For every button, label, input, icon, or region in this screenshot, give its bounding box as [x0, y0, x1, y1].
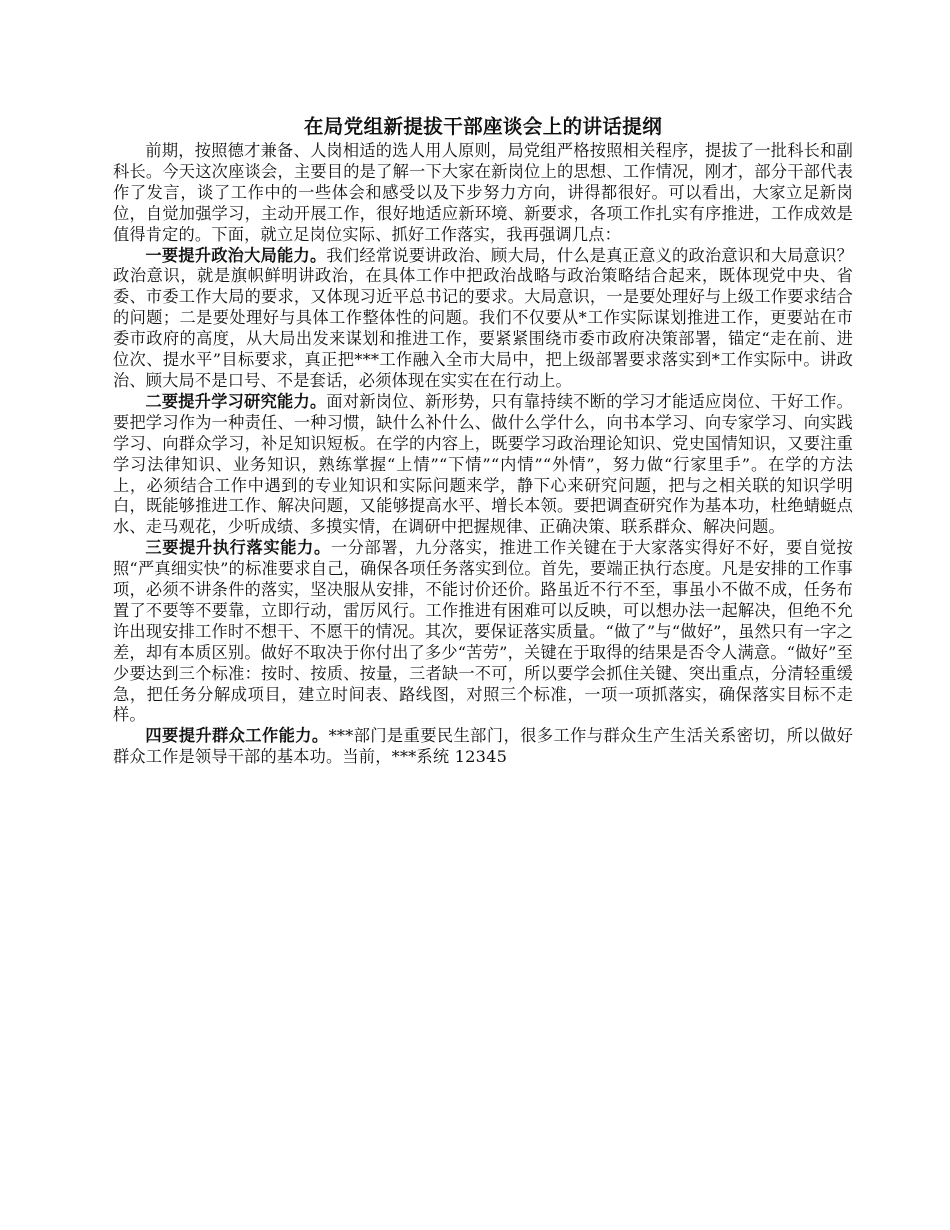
section-body-2: 面对新岗位、新形势，只有靠持续不断的学习才能适应岗位、干好工作。要把学习作为一种责任、一种习惯，缺什么补什么、做什么学什么，向书本学习、向专家学习、向实践学习、向群众学习，补足知识短板。在学的内容上，既要学习政治理论知识、党史国情知识，又要注重学习法律知识、业务知识，熟练掌握“上情”“下情”“内情”“外情”，努力做“行家里手”。在学的方法上，必须结合工作中遇到的专业知识和实际问题来学，静下心来研究问题，把与之相关联的知识学明白，既能够推进工作、解决问题，又能够提高水平、增长本领。要把调查研究作为基本功，杜绝蜻蜓点水、走马观花，少听成绩、多摸实情，在调研中把握规律、正确决策、联系群众、解决问题。 [113, 391, 853, 537]
section-body-1: 我们经常说要讲政治、顾大局，什么是真正意义的政治意识和大局意识？政治意识，就是旗帜鲜明讲政治，在具体工作中把政治战略与政治策略结合起来，既体现党中央、省委、市委工作大局的要求，又体现习近平总书记的要求。大局意识，一是要处理好与上级工作要求结合的问题；二是要处理好与具体工作整体性的问题。我们不仅要从*工作实际谋划推进工作，更要站在市委市政府的高度，从大局出发来谋划和推进工作，要紧紧围绕市委市政府决策部署，锚定“走在前、进位次、提水平”目标要求，真正把***工作融入全市大局中，把上级部署要求落实到*工作实际中。讲政治、顾大局不是口号、不是套话，必须体现在实实在在行动上。 [113, 245, 853, 390]
document-title: 在局党组新提拔干部座谈会上的讲话提纲 [303, 115, 663, 138]
section-paragraph-3 [113, 538, 853, 726]
document-page [113, 114, 853, 768]
section-heading-2: 二要提升学习研究能力。 [145, 391, 327, 411]
section-heading-1: 一要提升政治大局能力。 [145, 245, 327, 265]
section-heading-3: 三要提升执行落实能力。 [145, 538, 331, 558]
section-body-3: 一分部署，九分落实，推进工作关键在于大家落实得好不好，要自觉按照“严真细实快”的标准要求自己，确保各项任务落实到位。首先，要端正执行态度。凡是安排的工作事项，必须不讲条件的落实，坚决服从安排，不能讨价还价。路虽近不行不至，事虽小不做不成，任务布置了不要等不要靠，立即行动，雷厉风行。工作推进有困难可以反映，可以想办法一起解决，但绝不允许出现安排工作时不想干、不愿干的情况。其次，要保证落实质量。“做了”与“做好”，虽然只有一字之差，却有本质区别。做好不取决于你付出了多少“苦劳”，关键在于取得的结果是否令人满意。“做好”至少要达到三个标准：按时、按质、按量，三者缺一不可，所以要学会抓住关键、突出重点，分清轻重缓急，把任务分解成项目，建立时间表、路线图，对照三个标准，一项一项抓落实，确保落实目标不走样。 [113, 538, 853, 725]
section-heading-4: 四要提升群众工作能力。 [145, 726, 329, 746]
section-body-4: ***部门是重要民生部门，很多工作与群众生产生活关系密切，所以做好群众工作是领导干部的基本功。当前，***系统 12345 [113, 726, 853, 767]
intro-paragraph: 前期，按照德才兼备、人岗相适的选人用人原则，局党组严格按照相关程序，提拔了一批科长和副科长。今天这次座谈会，主要目的是了解一下大家在新岗位上的思想、工作情况，刚才，部分干部代表作了发言，谈了工作中的一些体会和感受以及下步努力方向，讲得都很好。可以看出，大家立足新岗位，自觉加强学习，主动开展工作，很好地适应新环境、新要求，各项工作扎实有序推进，工作成效是值得肯定的。下面，就立足岗位实际、抓好工作落实，我再强调几点： [113, 141, 853, 244]
section-paragraph-1 [113, 246, 853, 392]
section-paragraph-2 [113, 392, 853, 538]
section-paragraph-4 [113, 726, 853, 768]
